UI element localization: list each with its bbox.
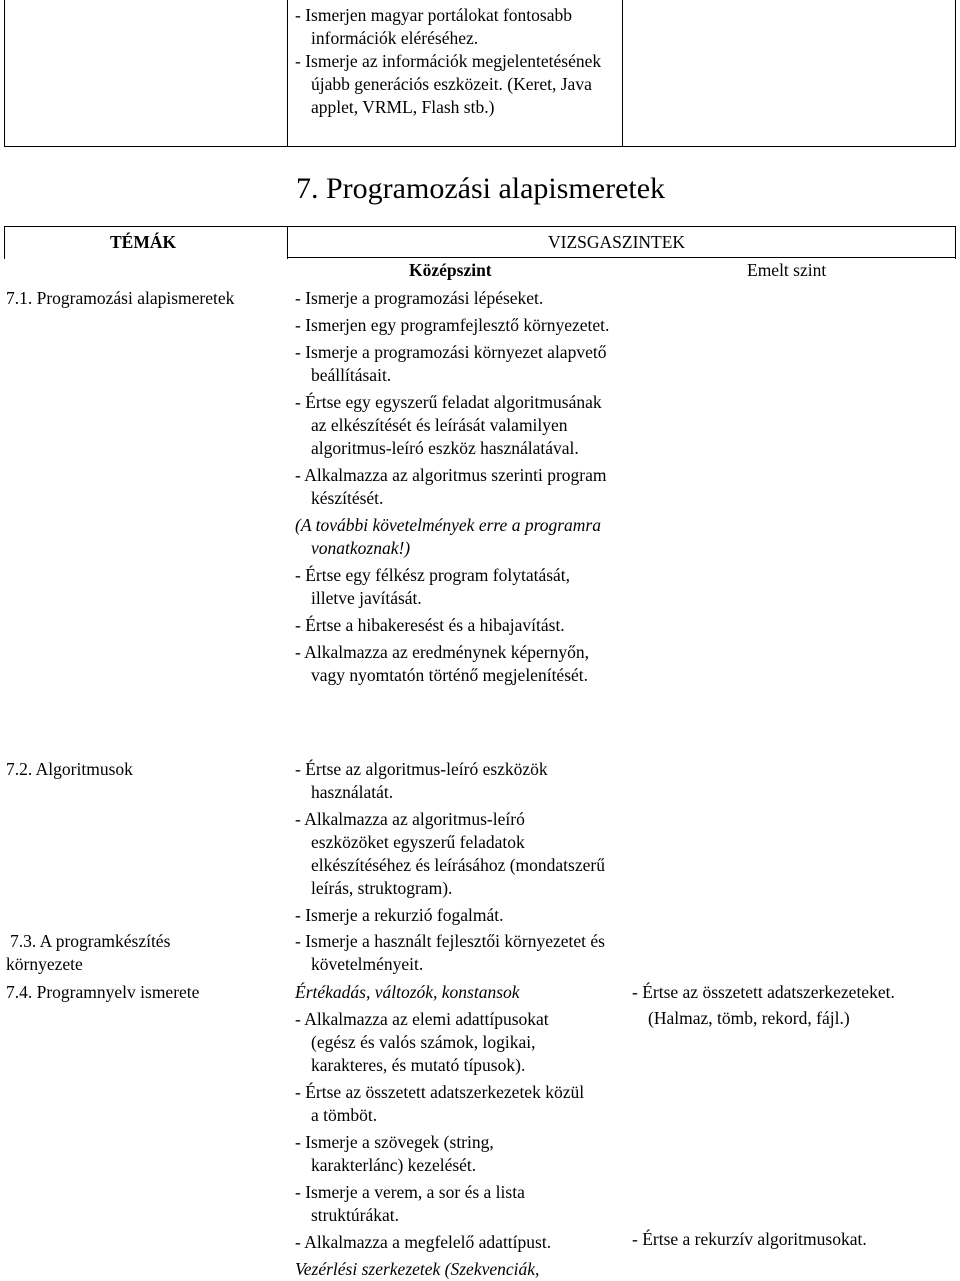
requirement-item: - Alkalmazza a megfelelő adattípust. xyxy=(295,1232,552,1252)
emelt-7-4-item: - Értse a rekurzív algoritmusokat. xyxy=(632,1229,867,1249)
top-box-divider-1 xyxy=(287,0,288,147)
requirement-item: - Értse az összetett adatszerkezetek közül a tömböt. xyxy=(295,1082,585,1125)
mid-7-1 xyxy=(295,287,615,687)
requirement-note: (A további követelmények erre a programra vonatkoznak!) xyxy=(295,515,601,558)
requirement-item: - Értse az algoritmus-leíró eszközök használatát. xyxy=(295,759,548,802)
requirement-item: - Alkalmazza az algoritmus szerinti program készítését. xyxy=(295,465,607,508)
header-divider xyxy=(287,257,956,258)
topic-7-2: 7.2. Algoritmusok xyxy=(6,759,133,779)
topic-7-1: 7.1. Programozási alapismeretek xyxy=(6,288,235,308)
emelt-7-4-item: (Halmaz, tömb, rekord, fájl.) xyxy=(648,1008,850,1028)
mid-7-3 xyxy=(295,930,615,976)
mid-subheading: Értékadás, változók, konstansok xyxy=(295,982,520,1002)
table-border-left xyxy=(4,226,5,259)
requirement-item: - Értse a hibakeresést és a hibajavítást. xyxy=(295,615,565,635)
requirement-item: - Ismerje a rekurzió fogalmát. xyxy=(295,905,504,925)
requirement-item: - Értse egy egyszerű feladat algoritmusának az elkészítését és leírását valamilyen algoritmus-leíró eszköz használatával. xyxy=(295,392,602,458)
requirement-item: - Értse egy félkész program folytatását, illetve javítását. xyxy=(295,565,571,608)
table-border-top xyxy=(4,226,956,227)
top-box-border-right xyxy=(955,0,956,147)
requirement-item: - Ismerje a programozási környezet alapvető beállításait. xyxy=(295,342,607,385)
header-temak: TÉMÁK xyxy=(110,232,177,252)
emelt-7-4-item: - Értse az összetett adatszerkezeteket. xyxy=(632,982,895,1002)
topic-7-3-line1: 7.3. A programkészítés xyxy=(10,931,171,951)
header-kozepszint: Középszint xyxy=(409,260,492,280)
top-box-item: - Ismerjen magyar portálokat fontosabb információk eléréséhez. xyxy=(295,5,572,48)
table-border-right xyxy=(955,226,956,259)
requirement-item: - Ismerje a szövegek (string, karakterlánc) kezelését. xyxy=(295,1132,494,1175)
requirement-item: - Alkalmazza az algoritmus-leíró eszközöket egyszerű feladatok elkészítéséhez és leírásához (mondatszerű leírás, struktogram). xyxy=(295,809,605,898)
requirement-item: - Ismerje a verem, a sor és a lista struktúrákat. xyxy=(295,1182,525,1225)
top-box-item: - Ismerje az információk megjelentetésének újabb generációs eszközeit. (Keret, Java applet, VRML, Flash stb.) xyxy=(295,51,602,117)
section-title: 7. Programozási alapismeretek xyxy=(296,172,666,205)
header-emelt: Emelt szint xyxy=(747,260,827,280)
requirement-item: - Alkalmazza az eredménynek képernyőn, vagy nyomtatón történő megjelenítését. xyxy=(295,642,589,685)
topic-7-3-line2: környezete xyxy=(6,954,83,974)
top-box-border-bottom xyxy=(4,146,956,147)
requirement-item: - Ismerje a programozási lépéseket. xyxy=(295,288,544,308)
topic-7-4: 7.4. Programnyelv ismerete xyxy=(6,982,200,1002)
requirement-item: - Ismerje a használt fejlesztői környezetet és követelményeit. xyxy=(295,931,605,974)
mid-7-2 xyxy=(295,758,615,927)
mid-7-4 xyxy=(295,981,615,1281)
top-box-border-left xyxy=(4,0,5,147)
requirement-item: - Alkalmazza az elemi adattípusokat (egész és valós számok, logikai, karakteres, és mutató típusok). xyxy=(295,1009,549,1075)
table-divider-topic xyxy=(287,226,288,259)
top-box-content xyxy=(295,4,615,119)
top-box-divider-2 xyxy=(622,0,623,147)
mid-subheading: Vezérlési szerkezetek (Szekvenciák, xyxy=(295,1259,540,1279)
header-vizsgaszintek: VIZSGASZINTEK xyxy=(548,232,686,252)
requirement-item: - Ismerjen egy programfejlesztő környezetet. xyxy=(295,315,610,335)
